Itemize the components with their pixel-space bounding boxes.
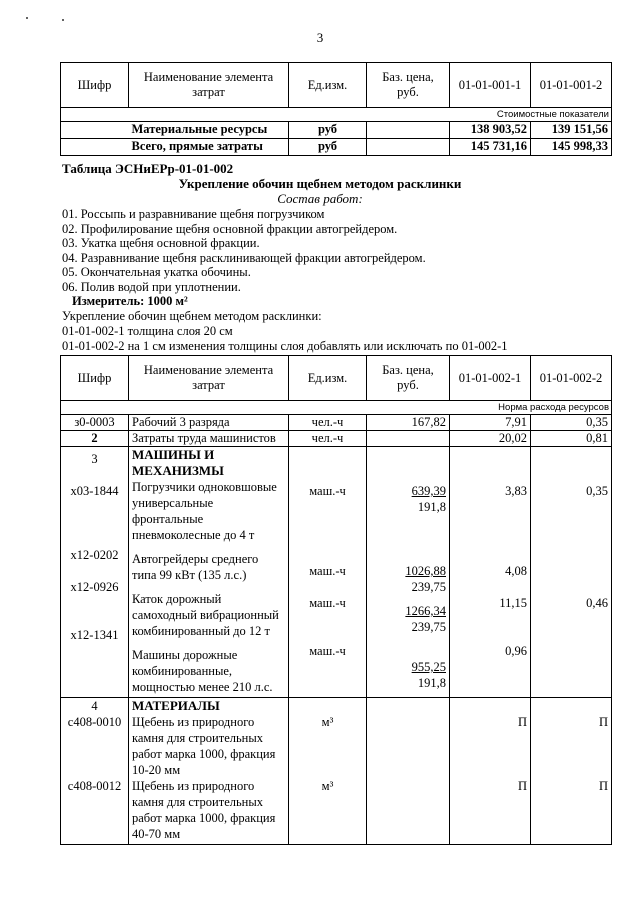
item-line: мощностью менее 210 л.с. — [132, 680, 273, 694]
row-value-a: 7,91 — [450, 415, 531, 431]
row-unit: маш.-ч — [309, 564, 346, 578]
row-value-a: 3,83 — [505, 484, 527, 498]
header-code: Шифр — [61, 63, 129, 108]
row-code: с408-0010 — [67, 715, 122, 729]
cost-table — [60, 62, 612, 156]
header-col-a: 01-01-002-1 — [450, 356, 531, 401]
row-value-b: 0,46 — [586, 596, 608, 610]
row-value-b — [534, 563, 608, 579]
row-value-a: П — [517, 779, 527, 793]
scan-speck — [26, 17, 28, 19]
row-unit: маш.-ч — [309, 484, 346, 498]
row-price: 1026,88 — [405, 564, 446, 578]
table-row-name: Всего, прямые затраты — [129, 139, 289, 156]
row-name: Затраты труда машинистов — [129, 431, 289, 447]
item-line: Каток дорожный — [132, 592, 222, 606]
desc-line: Укрепление обочин щебнем методом расклинки: — [62, 309, 322, 323]
row-price-sub: 239,75 — [411, 580, 446, 594]
item-line: комбинированный до 12 т — [132, 624, 270, 638]
row-code: 2 — [61, 431, 129, 447]
row-unit: м³ — [321, 715, 334, 729]
item-line: камня для строительных — [132, 731, 264, 745]
row-value-b: 0,35 — [531, 415, 612, 431]
table-id: Таблица ЭСНиЕРр-01-01-002 — [62, 161, 234, 176]
table-row-unit: руб — [289, 139, 367, 156]
desc-line: 01-01-002-2 на 1 см изменения толщины слоя добавлять или исключать по 01-002-1 — [62, 339, 508, 353]
row-code: х12-0202 — [70, 548, 119, 562]
item-line: самоходный вибрационный — [132, 608, 279, 622]
row-value-b: П — [598, 715, 608, 729]
row-price-sub: 191,8 — [417, 500, 446, 514]
header-name: Наименование элемента затрат — [129, 356, 289, 401]
work-item: 06. Полив водой при уплотнении. — [62, 280, 241, 294]
item-line: пневмоколесные до 4 т — [132, 528, 255, 542]
row-value-a: 4,08 — [505, 564, 527, 578]
row-unit: маш.-ч — [309, 644, 346, 658]
work-item: 05. Окончательная укатка обочины. — [62, 265, 251, 279]
table-row-value-a: 145 731,16 — [450, 139, 531, 156]
row-value-b: 0,81 — [531, 431, 612, 447]
row-value-b: П — [598, 779, 608, 793]
row-value-a: П — [517, 715, 527, 729]
row-code: х12-0926 — [70, 580, 119, 594]
item-line: универсальные — [132, 496, 214, 510]
table-row-value-b: 139 151,56 — [531, 122, 612, 139]
row-price: 167,82 — [367, 415, 450, 431]
header-name: Наименование элемента затрат — [129, 63, 289, 108]
section-number: 4 — [91, 699, 98, 713]
header-unit: Ед.изм. — [289, 63, 367, 108]
table-row-value-a: 138 903,52 — [450, 122, 531, 139]
item-line: камня для строительных — [132, 795, 264, 809]
header-unit: Ед.изм. — [289, 356, 367, 401]
item-line: Щебень из природного — [132, 715, 255, 729]
row-code: х03-1844 — [70, 484, 119, 498]
work-item: 03. Укатка щебня основной фракции. — [62, 236, 260, 250]
section-title: МАТЕРИАЛЫ — [132, 698, 220, 713]
row-name: Рабочий 3 разряда — [129, 415, 289, 431]
item-line: работ марка 1000, фракция — [132, 811, 276, 825]
row-price: 1266,34 — [405, 604, 446, 618]
row-value-a: 11,15 — [499, 596, 527, 610]
row-code: з0-0003 — [61, 415, 129, 431]
row-price-sub: 191,8 — [417, 676, 446, 690]
row-unit: чел.-ч — [289, 431, 367, 447]
item-line: типа 99 кВт (135 л.с.) — [132, 568, 247, 582]
section-title: МЕХАНИЗМЫ — [132, 463, 224, 478]
page-number: 3 — [316, 30, 324, 45]
section-number: 3 — [91, 452, 98, 466]
work-item: 01. Россыпь и разравнивание щебня погрузчиком — [62, 207, 325, 221]
row-value-a: 20,02 — [450, 431, 531, 447]
header-col-b: 01-01-001-2 — [531, 63, 612, 108]
row-unit: маш.-ч — [309, 596, 346, 610]
header-price: Баз. цена, руб. — [367, 356, 450, 401]
section-title: МАШИНЫ И — [132, 447, 215, 462]
item-line: работ марка 1000, фракция — [132, 747, 276, 761]
row-price: 639,39 — [411, 484, 446, 498]
scan-speck — [62, 19, 64, 21]
item-line: Погрузчики одноковшовые — [132, 480, 277, 494]
header-col-a: 01-01-001-1 — [450, 63, 531, 108]
item-line: 40-70 мм — [132, 827, 181, 841]
desc-line: 01-01-002-1 толщина слоя 20 см — [62, 324, 233, 338]
row-unit: м³ — [321, 779, 334, 793]
resource-table — [60, 355, 612, 845]
work-title: Состав работ: — [277, 191, 363, 206]
measure-unit: Измеритель: 1000 м² — [72, 294, 188, 308]
item-line: Машины дорожные — [132, 648, 238, 662]
header-code: Шифр — [61, 356, 129, 401]
row-unit: чел.-ч — [289, 415, 367, 431]
row-code: с408-0012 — [67, 779, 122, 793]
table-row-value-b: 145 998,33 — [531, 139, 612, 156]
work-item: 02. Профилирование щебня основной фракции автогрейдером. — [62, 222, 398, 236]
item-line: фронтальные — [132, 512, 204, 526]
row-price: 955,25 — [411, 660, 446, 674]
row-value-a: 0,96 — [505, 644, 527, 658]
row-price-sub: 239,75 — [411, 620, 446, 634]
header-col-b: 01-01-002-2 — [531, 356, 612, 401]
table-row-unit: руб — [289, 122, 367, 139]
item-line: Щебень из природного — [132, 779, 255, 793]
header-price: Баз. цена, руб. — [367, 63, 450, 108]
section-title: Укрепление обочин щебнем методом расклинки — [178, 176, 462, 191]
table-row-name: Материальные ресурсы — [129, 122, 289, 139]
item-line: Автогрейдеры среднего — [132, 552, 259, 566]
item-line: 10-20 мм — [132, 763, 181, 777]
row-value-b: 0,35 — [586, 484, 608, 498]
row-code: х12-1341 — [70, 628, 119, 642]
table-caption: Норма расхода ресурсов — [61, 401, 612, 415]
item-line: комбинированные, — [132, 664, 233, 678]
row-value-b — [534, 643, 608, 659]
work-item: 04. Разравнивание щебня расклинивающей фракции автогрейдером. — [62, 251, 426, 265]
table-caption: Стоимостные показатели — [61, 108, 612, 122]
